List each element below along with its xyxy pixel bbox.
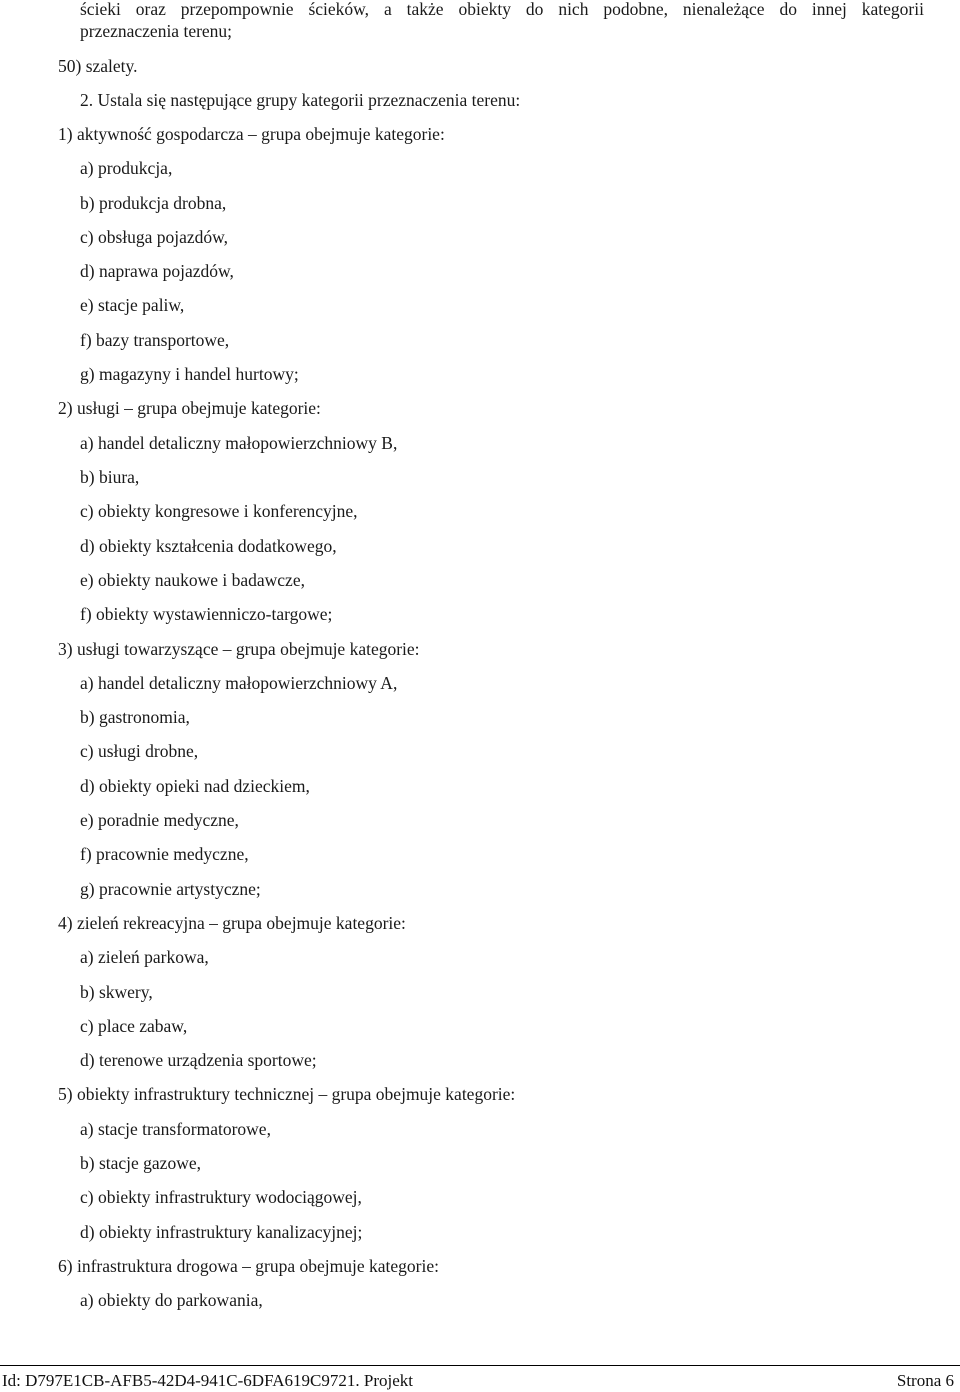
group-heading: 2) usługi – grupa obejmuje kategorie: xyxy=(58,398,321,418)
list-item: d) naprawa pojazdów, xyxy=(80,261,234,281)
group-heading: 3) usługi towarzyszące – grupa obejmuje kategorie: xyxy=(58,639,420,659)
continuation-text-line: przeznaczenia terenu; xyxy=(80,21,233,41)
group-heading: 1) aktywność gospodarcza – grupa obejmuje kategorie: xyxy=(58,124,445,144)
list-item: a) obiekty do parkowania, xyxy=(80,1290,263,1310)
group-heading: 6) infrastruktura drogowa – grupa obejmuje kategorie: xyxy=(58,1256,439,1276)
list-item: c) obiekty kongresowe i konferencyjne, xyxy=(80,501,358,521)
list-item: b) gastronomia, xyxy=(80,707,190,727)
list-item: c) usługi drobne, xyxy=(80,741,199,761)
list-item: d) obiekty infrastruktury kanalizacyjnej; xyxy=(80,1222,363,1242)
list-item: a) handel detaliczny małopowierzchniowy B, xyxy=(80,433,398,453)
list-item: c) obsługa pojazdów, xyxy=(80,227,229,247)
list-item: c) obiekty infrastruktury wodociągowej, xyxy=(80,1187,362,1207)
list-item: f) pracownie medyczne, xyxy=(80,844,249,864)
list-item: e) stacje paliw, xyxy=(80,295,185,315)
list-item: b) skwery, xyxy=(80,982,153,1002)
list-item: d) terenowe urządzenia sportowe; xyxy=(80,1050,317,1070)
list-item: b) stacje gazowe, xyxy=(80,1153,201,1173)
list-item: b) biura, xyxy=(80,467,140,487)
page-number: Strona 6 xyxy=(896,1371,954,1390)
list-item: g) magazyny i handel hurtowy; xyxy=(80,364,299,384)
list-item: e) poradnie medyczne, xyxy=(80,810,239,830)
footer-divider xyxy=(0,1365,960,1366)
paragraph-heading: 2. Ustala się następujące grupy kategorii przeznaczenia terenu: xyxy=(80,90,521,110)
list-item: e) obiekty naukowe i badawcze, xyxy=(80,570,305,590)
document-id: Id: D797E1CB-AFB5-42D4-941C-6DFA619C9721. Projekt xyxy=(2,1371,413,1390)
group-heading: 4) zieleń rekreacyjna – grupa obejmuje kategorie: xyxy=(58,913,406,933)
list-item: a) stacje transformatorowe, xyxy=(80,1119,271,1139)
list-item: d) obiekty kształcenia dodatkowego, xyxy=(80,536,337,556)
list-item: f) bazy transportowe, xyxy=(80,330,230,350)
list-item: a) produkcja, xyxy=(80,158,173,178)
list-item: c) place zabaw, xyxy=(80,1016,188,1036)
list-item: d) obiekty opieki nad dzieckiem, xyxy=(80,776,310,796)
list-item: a) zieleń parkowa, xyxy=(80,947,209,967)
list-item: a) handel detaliczny małopowierzchniowy A, xyxy=(80,673,398,693)
list-item: 50) szalety. xyxy=(58,56,138,76)
list-item: f) obiekty wystawienniczo-targowe; xyxy=(80,604,333,624)
group-heading: 5) obiekty infrastruktury technicznej – grupa obejmuje kategorie: xyxy=(58,1084,516,1104)
list-item: b) produkcja drobna, xyxy=(80,193,227,213)
list-item: g) pracownie artystyczne; xyxy=(80,879,261,899)
continuation-text-line: ścieki oraz przepompownie ścieków, a także obiekty do nich podobne, nienależące do innej kategorii xyxy=(80,0,924,19)
